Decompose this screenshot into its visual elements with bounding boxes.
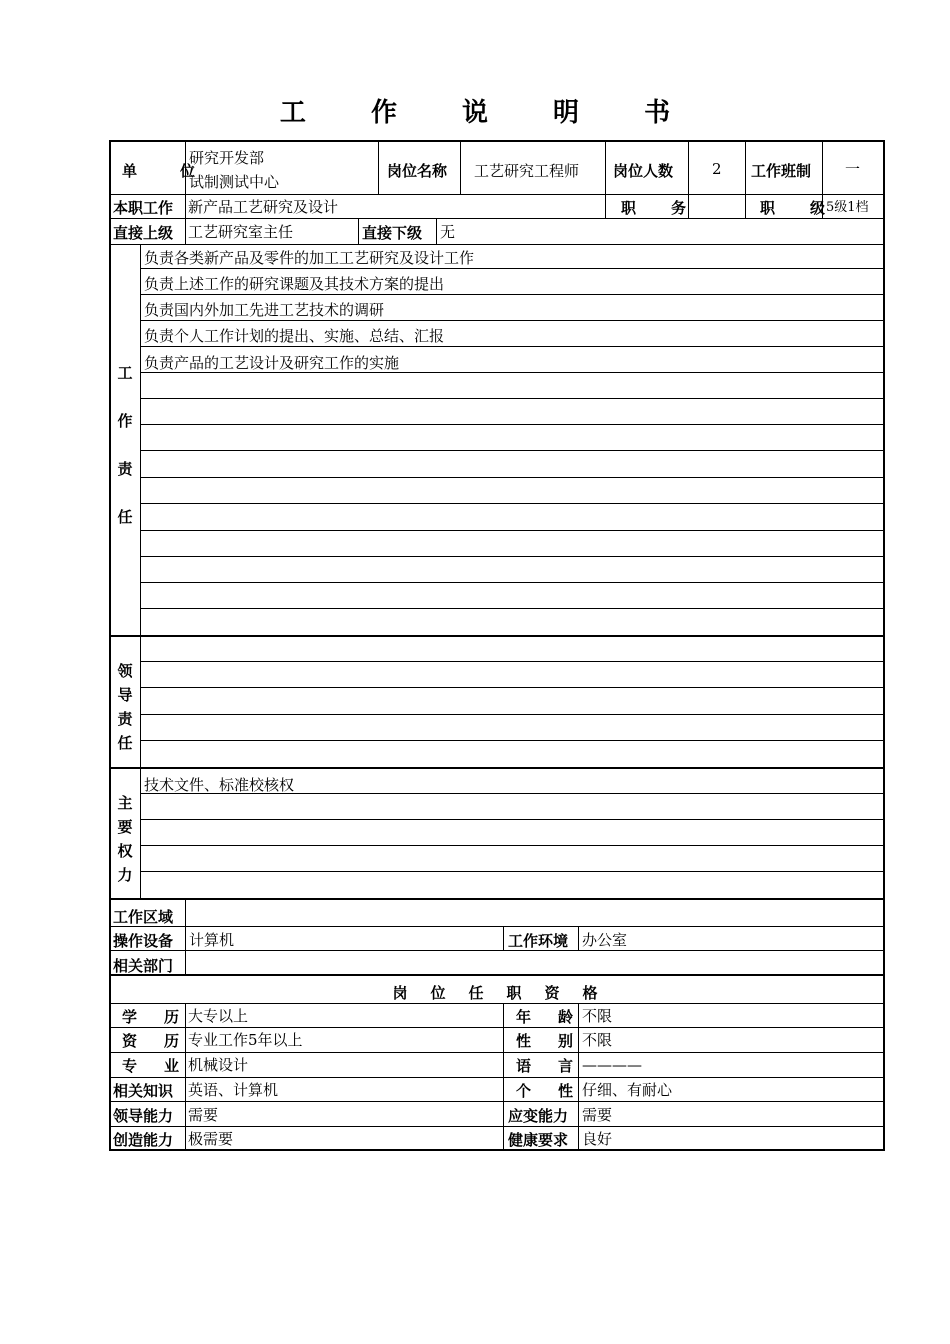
env-value: 办公室 bbox=[582, 931, 628, 949]
qual-label: 相关知识 bbox=[113, 1082, 174, 1100]
responsibility-item: 负责国内外加工先进工艺技术的调研 bbox=[144, 301, 385, 319]
level-label: 职 级 bbox=[760, 199, 836, 217]
qual-label: 健康要求 bbox=[508, 1131, 569, 1149]
qual-label: 个 性 bbox=[516, 1082, 580, 1100]
qual-value: 不限 bbox=[582, 1007, 613, 1025]
subordinate-value: 无 bbox=[440, 223, 456, 241]
shift-label: 工作班制 bbox=[751, 162, 812, 180]
headcount-label: 岗位人数 bbox=[613, 162, 674, 180]
qual-label: 应变能力 bbox=[508, 1107, 569, 1125]
authority-label-1: 主 bbox=[117, 794, 133, 812]
responsibilities-label-2: 作 bbox=[117, 412, 133, 430]
qual-value: 需要 bbox=[582, 1106, 613, 1124]
unit-line2: 试制测试中心 bbox=[189, 173, 280, 191]
qual-label: 领导能力 bbox=[113, 1107, 174, 1125]
qual-label: 学 历 bbox=[122, 1008, 186, 1026]
unit-line1: 研究开发部 bbox=[189, 149, 265, 167]
responsibility-item: 负责上述工作的研究课题及其技术方案的提出 bbox=[144, 275, 445, 293]
responsibility-item: 负责个人工作计划的提出、实施、总结、汇报 bbox=[144, 327, 445, 345]
qual-label: 专 业 bbox=[122, 1057, 186, 1075]
qual-label: 年 龄 bbox=[516, 1008, 580, 1026]
qualifications-heading: 岗 位 任 职 资 格 bbox=[392, 984, 602, 1002]
qual-label: 资 历 bbox=[122, 1032, 186, 1050]
shift-value: 一 bbox=[845, 160, 861, 178]
subordinate-label: 直接下级 bbox=[362, 224, 423, 242]
responsibilities-label-4: 任 bbox=[117, 508, 133, 526]
leadership-label-4: 任 bbox=[117, 734, 133, 752]
authority-item: 技术文件、标准校核权 bbox=[144, 776, 295, 794]
qual-value: 极需要 bbox=[188, 1130, 234, 1148]
post-name-label: 岗位名称 bbox=[387, 162, 448, 180]
equipment-label: 操作设备 bbox=[113, 932, 174, 950]
leadership-label-3: 责 bbox=[117, 710, 133, 728]
document-title: 工 作 说 明 书 bbox=[279, 98, 699, 128]
level-value: 5级1档 bbox=[826, 200, 869, 215]
qual-value: 不限 bbox=[582, 1031, 613, 1049]
dept-label: 相关部门 bbox=[113, 957, 174, 975]
authority-label-2: 要 bbox=[117, 818, 133, 836]
equipment-value: 计算机 bbox=[189, 931, 235, 949]
qual-label: 语 言 bbox=[516, 1057, 580, 1075]
qual-value: ———— bbox=[582, 1056, 642, 1074]
superior-label: 直接上级 bbox=[113, 224, 174, 242]
qual-value: 英语、计算机 bbox=[188, 1081, 279, 1099]
duty-label: 职 务 bbox=[621, 199, 697, 217]
qual-value: 良好 bbox=[582, 1130, 613, 1148]
job-value: 新产品工艺研究及设计 bbox=[188, 198, 339, 216]
env-label: 工作环境 bbox=[508, 932, 569, 950]
responsibilities-label-3: 责 bbox=[117, 460, 133, 478]
responsibilities-label-1: 工 bbox=[117, 364, 133, 382]
qual-value: 专业工作5年以上 bbox=[188, 1031, 303, 1049]
area-label: 工作区域 bbox=[113, 908, 174, 926]
qual-value: 机械设计 bbox=[188, 1056, 249, 1074]
leadership-label-1: 领 bbox=[117, 662, 133, 680]
authority-label-3: 权 bbox=[117, 842, 133, 860]
job-label: 本职工作 bbox=[113, 199, 174, 217]
qual-value: 仔细、有耐心 bbox=[582, 1081, 673, 1099]
post-name-value: 工艺研究工程师 bbox=[474, 162, 580, 180]
authority-label-4: 力 bbox=[117, 866, 133, 884]
leadership-label-2: 导 bbox=[117, 686, 133, 704]
qual-label: 创造能力 bbox=[113, 1131, 174, 1149]
superior-value: 工艺研究室主任 bbox=[188, 223, 294, 241]
qual-value: 大专以上 bbox=[188, 1007, 249, 1025]
responsibility-item: 负责产品的工艺设计及研究工作的实施 bbox=[144, 354, 400, 372]
unit-label: 单 位 bbox=[122, 162, 210, 180]
headcount-value: 2 bbox=[712, 160, 722, 178]
responsibility-item: 负责各类新产品及零件的加工工艺研究及设计工作 bbox=[144, 249, 475, 267]
qual-label: 性 别 bbox=[516, 1032, 580, 1050]
qual-value: 需要 bbox=[188, 1106, 219, 1124]
